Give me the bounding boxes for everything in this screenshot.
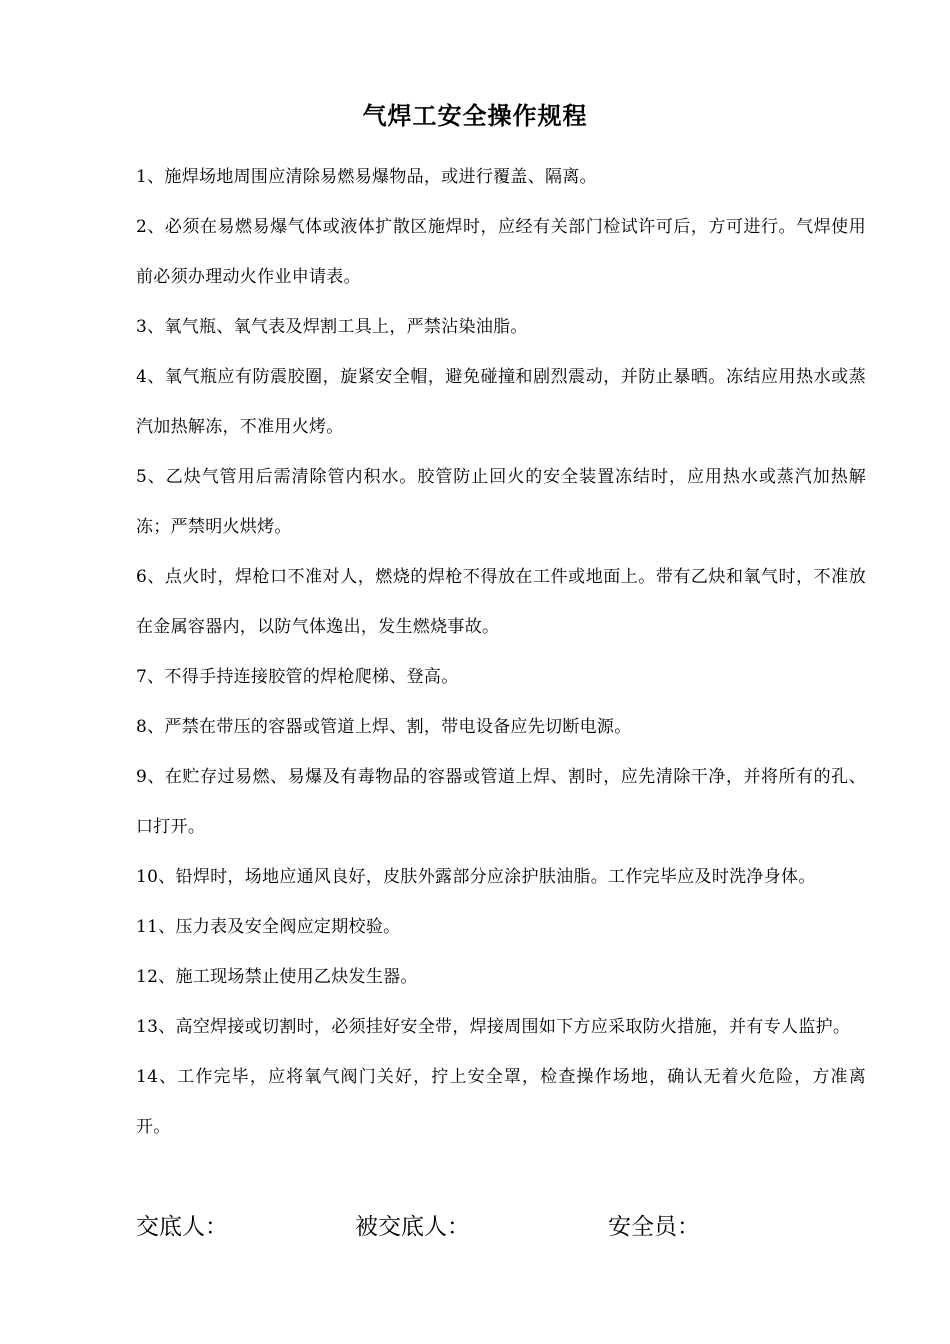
rule-item-14: 14、工作完毕，应将氧气阀门关好，拧上安全罩，检查操作场地，确认无着火危险，方准离开。 (136, 1067, 866, 1137)
signature-line (136, 1204, 836, 1254)
rule-item-1: 1、施焊场地周围应清除易燃易爆物品，或进行覆盖、隔离。 (136, 167, 597, 187)
briefee-signature-label: 被交底人： (355, 1214, 470, 1240)
rule-item-10: 10、铅焊时，场地应通风良好，皮肤外露部分应涂护肤油脂。工作完毕应及时洗净身体。 (136, 867, 816, 887)
rule-item-8: 8、严禁在带压的容器或管道上焊、割，带电设备应先切断电源。 (136, 717, 632, 737)
briefer-signature-label: 交底人： (136, 1214, 228, 1240)
rule-item-13: 13、高空焊接或切割时，必须挂好安全带，焊接周围如下方应采取防火措施，并有专人监护。 (136, 1017, 851, 1037)
rule-item-3: 3、氧气瓶、氧气表及焊割工具上，严禁沾染油脂。 (136, 317, 528, 337)
rule-item-6: 6、点火时，焊枪口不准对人，燃烧的焊枪不得放在工件或地面上。带有乙炔和氧气时，不准放在金属容器内，以防气体逸出，发生燃烧事故。 (136, 567, 866, 637)
rule-item-9: 9、在贮存过易燃、易爆及有毒物品的容器或管道上焊、割时，应先清除干净，并将所有的孔、口打开。 (136, 767, 866, 837)
safety-officer-signature-label: 安全员： (608, 1214, 700, 1240)
rule-item-11: 11、压力表及安全阀应定期校验。 (136, 917, 401, 937)
rule-item-2: 2、必须在易燃易爆气体或液体扩散区施焊时，应经有关部门检试许可后，方可进行。气焊使用前必须办理动火作业申请表。 (136, 217, 866, 287)
rule-item-4: 4、氧气瓶应有防震胶圈，旋紧安全帽，避免碰撞和剧烈震动，并防止暴晒。冻结应用热水或蒸汽加热解冻，不准用火烤。 (136, 367, 866, 437)
rule-item-5: 5、乙炔气管用后需清除管内积水。胶管防止回火的安全装置冻结时，应用热水或蒸汽加热解冻；严禁明火烘烤。 (136, 467, 866, 537)
rule-item-7: 7、不得手持连接胶管的焊枪爬梯、登高。 (136, 667, 459, 687)
document-title: 气焊工安全操作规程 (362, 102, 588, 130)
rule-item-12: 12、施工现场禁止使用乙炔发生器。 (136, 967, 418, 987)
rules-list (136, 152, 866, 1152)
